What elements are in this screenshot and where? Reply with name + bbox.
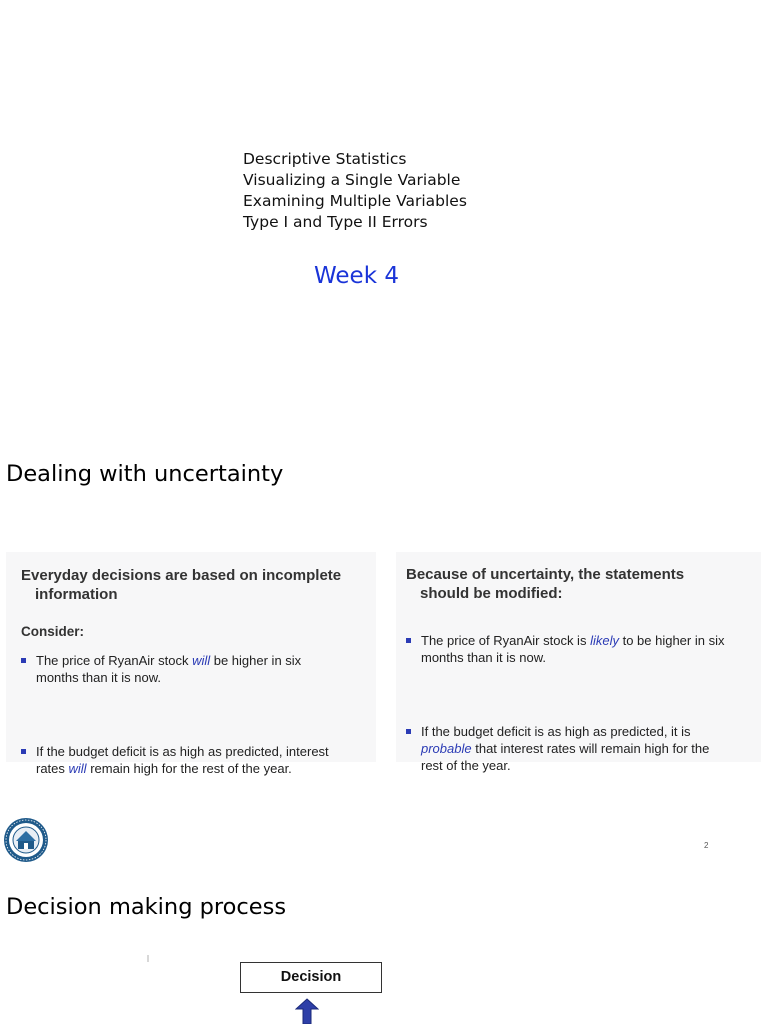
bullet-square-icon xyxy=(21,658,26,663)
topic-item: Type I and Type II Errors xyxy=(243,213,428,231)
list-item: If the budget deficit is as high as predicted, it is probable that interest rates will remain high for the rest of the year. xyxy=(406,723,768,774)
slide-title: Decision making process xyxy=(6,894,287,920)
page-number: 2 xyxy=(704,841,709,850)
topic-item: Visualizing a Single Variable xyxy=(243,171,461,189)
week-label: Week 4 xyxy=(314,263,399,289)
topic-item: Examining Multiple Variables xyxy=(243,192,467,210)
consider-label: Consider: xyxy=(21,624,85,639)
up-arrow-icon xyxy=(295,998,319,1024)
right-panel xyxy=(396,552,761,773)
right-panel-heading: Because of uncertainty, the statements should be modified: xyxy=(406,566,685,602)
left-panel xyxy=(6,552,376,776)
bullet-square-icon xyxy=(21,749,26,754)
university-seal-icon xyxy=(3,816,49,864)
bullet-square-icon xyxy=(406,729,411,734)
left-panel-heading: Everyday decisions are based on incomplete information xyxy=(21,567,342,603)
list-item: The price of RyanAir stock will be higher in six months than it is now. xyxy=(21,652,381,686)
list-item: The price of RyanAir stock is likely to be higher in six months than it is now. xyxy=(406,632,768,666)
divider xyxy=(147,955,149,962)
list-item: If the budget deficit is as high as predicted, interest rates will remain high for the rest of the year. xyxy=(21,743,386,777)
bullet-square-icon xyxy=(406,638,411,643)
topic-list xyxy=(243,149,467,233)
decision-box: Decision xyxy=(240,962,382,993)
slide-title: Dealing with uncertainty xyxy=(6,461,284,487)
topic-item: Descriptive Statistics xyxy=(243,150,407,168)
